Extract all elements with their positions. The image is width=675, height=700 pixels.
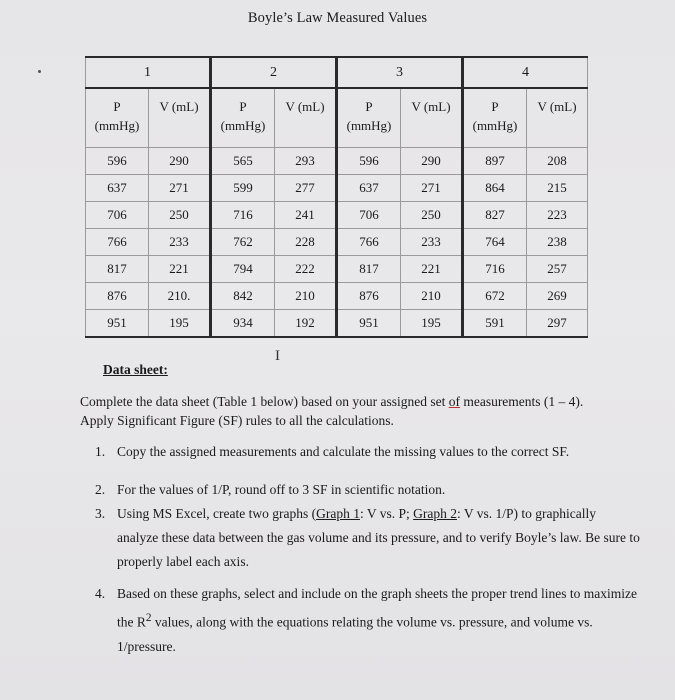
cell: 817: [337, 256, 401, 283]
cell: 238: [527, 229, 588, 256]
v-header-3: V (mL): [401, 88, 463, 148]
instructions-list: [95, 440, 640, 659]
cell: 764: [463, 229, 527, 256]
data-sheet-label: Data sheet:: [103, 362, 168, 377]
p-header-1: P (mmHg): [86, 88, 149, 148]
list-text: values, along with the equations relating the volume vs. pressure, and volume vs. 1/pressure.: [117, 614, 593, 654]
cell: 591: [463, 310, 527, 338]
table-row: [86, 175, 588, 202]
cell: 241: [275, 202, 337, 229]
cell: 221: [401, 256, 463, 283]
cell: 215: [527, 175, 588, 202]
graph-1-label: Graph 1: [316, 506, 360, 521]
intro-line-2: Apply Significant Figure (SF) rules to all the calculations.: [80, 413, 394, 428]
cell: 876: [86, 283, 149, 310]
cell: 195: [401, 310, 463, 338]
list-text: Using MS Excel, create two graphs (: [117, 506, 317, 521]
cell: 716: [463, 256, 527, 283]
cell: 271: [401, 175, 463, 202]
cell: 827: [463, 202, 527, 229]
cell: 210.: [149, 283, 211, 310]
list-text: Based on these graphs, select and include on the graph sheets the proper trend lines to maximize the R: [117, 586, 637, 630]
cell: 271: [149, 175, 211, 202]
cell: 766: [337, 229, 401, 256]
list-number: 2.: [95, 482, 106, 497]
v-header-2: V (mL): [275, 88, 337, 148]
cell: 195: [149, 310, 211, 338]
cell: 897: [463, 148, 527, 175]
p-header-3: P (mmHg): [337, 88, 401, 148]
cell: 951: [86, 310, 149, 338]
list-number: 1.: [95, 444, 106, 459]
v-header-1: V (mL): [149, 88, 211, 148]
cell: 876: [337, 283, 401, 310]
text-cursor-icon: I: [275, 348, 280, 364]
cell: 842: [211, 283, 275, 310]
graph-2-label: Graph 2: [413, 506, 457, 521]
cell: 596: [337, 148, 401, 175]
list-number: 4.: [95, 586, 106, 601]
measurements-table: [85, 56, 588, 338]
column-header-row: [86, 88, 588, 148]
cell: 766: [86, 229, 149, 256]
group-3-header: 3: [337, 57, 463, 88]
cell: 293: [275, 148, 337, 175]
list-item: [95, 440, 640, 464]
cell: 250: [401, 202, 463, 229]
cell: 706: [86, 202, 149, 229]
cell: 210: [275, 283, 337, 310]
list-text: : V vs. P;: [359, 506, 414, 521]
cell: 210: [401, 283, 463, 310]
cell: 706: [337, 202, 401, 229]
cell: 290: [401, 148, 463, 175]
cell: 672: [463, 283, 527, 310]
page-title: Boyle’s Law Measured Values: [247, 10, 428, 26]
group-4-header: 4: [463, 57, 588, 88]
group-1-header: 1: [86, 57, 211, 88]
cell: 223: [527, 202, 588, 229]
cell: 228: [275, 229, 337, 256]
table-row: [86, 202, 588, 229]
list-number: 3.: [95, 506, 106, 521]
cell: 221: [149, 256, 211, 283]
table-row: [86, 310, 588, 338]
cell: 794: [211, 256, 275, 283]
cell: 599: [211, 175, 275, 202]
list-item: [95, 502, 640, 574]
cell: 297: [527, 310, 588, 338]
p-header-2: P (mmHg): [211, 88, 275, 148]
cell: 565: [211, 148, 275, 175]
intro-of-word: of: [448, 394, 460, 409]
cell: 637: [337, 175, 401, 202]
intro-text: Complete the data sheet (Table 1 below) based on your assigned set: [80, 394, 449, 409]
table-row: [86, 283, 588, 310]
list-text: Copy the assigned measurements and calculate the missing values to the correct SF.: [117, 444, 570, 459]
cell: 269: [527, 283, 588, 310]
cell: 277: [275, 175, 337, 202]
list-item: [95, 478, 640, 502]
cell: 596: [86, 148, 149, 175]
cell: 222: [275, 256, 337, 283]
v-header-4: V (mL): [527, 88, 588, 148]
cell: 817: [86, 256, 149, 283]
cell: 290: [149, 148, 211, 175]
group-2-header: 2: [211, 57, 337, 88]
cell: 762: [211, 229, 275, 256]
p-header-4: P (mmHg): [463, 88, 527, 148]
table-row: [86, 148, 588, 175]
cell: 250: [149, 202, 211, 229]
cell: 637: [86, 175, 149, 202]
cell: 233: [401, 229, 463, 256]
cell: 864: [463, 175, 527, 202]
intro-paragraph: [80, 392, 640, 430]
bullet-dot: [38, 70, 41, 73]
superscript: 2: [145, 612, 152, 624]
cell: 192: [275, 310, 337, 338]
list-item: [95, 582, 640, 659]
group-header-row: [86, 57, 588, 88]
cell: 716: [211, 202, 275, 229]
cell: 951: [337, 310, 401, 338]
list-text: For the values of 1/P, round off to 3 SF in scientific notation.: [117, 482, 446, 497]
cell: 208: [527, 148, 588, 175]
intro-text: measurements (1 – 4).: [459, 394, 584, 409]
cell: 257: [527, 256, 588, 283]
cell: 934: [211, 310, 275, 338]
list-text: : V vs. 1/P) to graphically analyze these data between the gas volume and its pressure, and to verify Boyle’s law. Be sure to properly label each axis.: [117, 506, 640, 569]
table-row: [86, 256, 588, 283]
cell: 233: [149, 229, 211, 256]
table-row: [86, 229, 588, 256]
